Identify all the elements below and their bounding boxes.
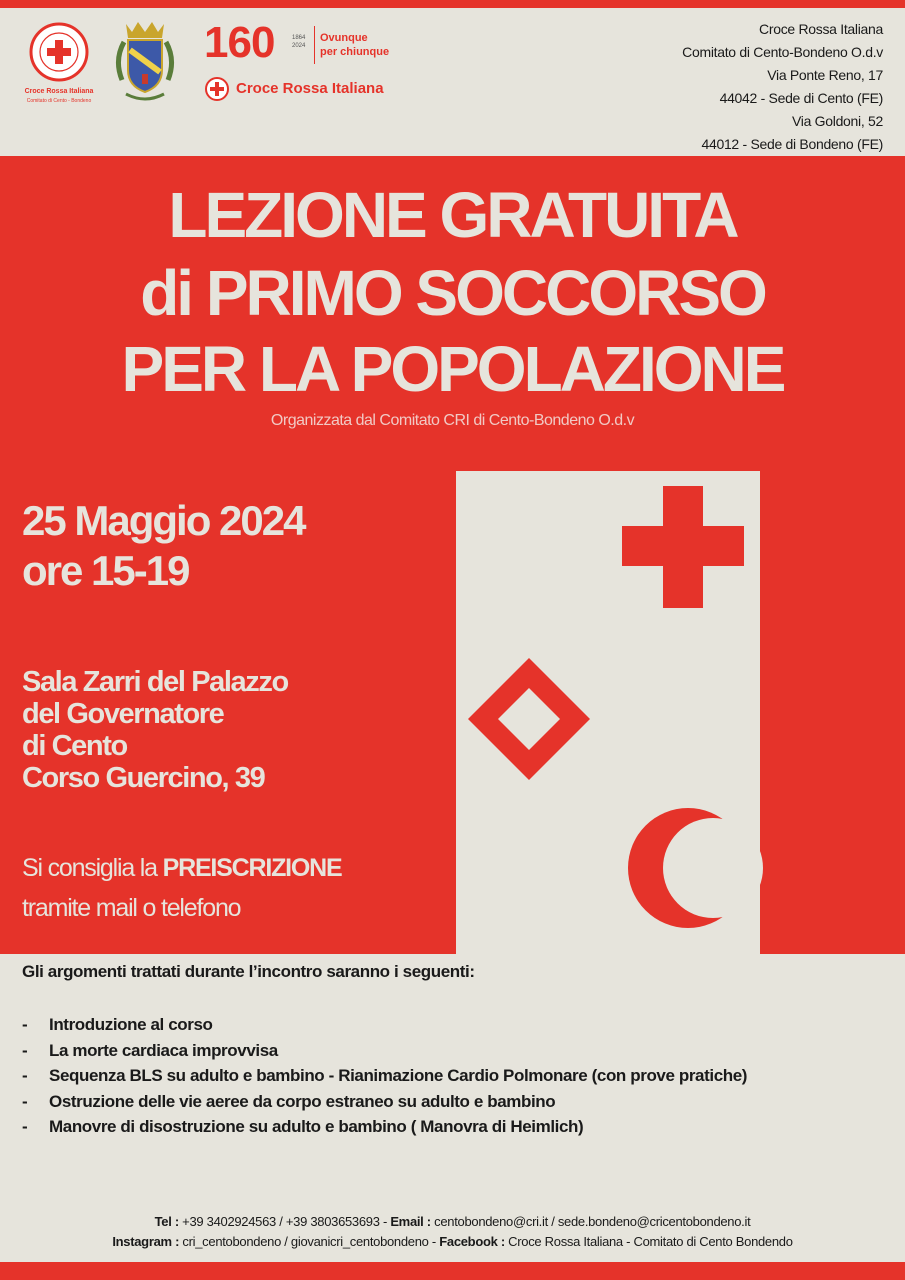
footer-line-social xyxy=(0,1232,905,1252)
anniversary-years: 1864 2024 xyxy=(292,35,306,49)
address-line: 44042 - Sede di Cento (FE) xyxy=(719,90,883,106)
venue-line: Corso Guercino, 39 xyxy=(22,762,265,794)
bottom-red-stripe xyxy=(0,1262,905,1280)
anniversary-tagline-1: Ovunque xyxy=(320,32,368,44)
title-line-3: PER LA POPOLAZIONE xyxy=(121,333,784,405)
red-cross-icon xyxy=(622,486,744,608)
cri-emblem-icon xyxy=(20,20,98,88)
anniversary-divider xyxy=(314,26,315,64)
preregistration-note xyxy=(22,848,341,928)
address-line: Via Ponte Reno, 17 xyxy=(767,67,883,83)
header xyxy=(0,8,905,156)
list-item: - Sequenza BLS su adulto e bambino - Rianimazione Cardio Polmonare (con prove pratiche) xyxy=(22,1066,748,1085)
title-line-2: di PRIMO SOCCORSO xyxy=(140,257,765,329)
event-venue xyxy=(22,666,288,794)
cri-160-anniversary-logo xyxy=(200,18,410,108)
address-line: Comitato di Cento-Bondeno O.d.v xyxy=(682,44,883,60)
event-date xyxy=(22,496,304,596)
instagram-value: cri_centobondeno / giovanicri_centobondeno - xyxy=(179,1234,440,1249)
top-red-stripe xyxy=(0,0,905,8)
preregistration-prefix: Si consiglia la xyxy=(22,854,163,882)
title-line-1: LEZIONE GRATUITA xyxy=(168,179,737,251)
venue-line: Sala Zarri del Palazzo xyxy=(22,666,288,698)
facebook-value: Croce Rossa Italiana - Comitato di Cento Bondendo xyxy=(504,1234,793,1249)
email-label: Email : xyxy=(390,1214,431,1229)
address-line: Via Goldoni, 52 xyxy=(792,113,883,129)
topics-intro: Gli argomenti trattati durante l’incontro saranno i seguenti: xyxy=(22,962,475,981)
list-item: - Introduzione al corso xyxy=(22,1015,213,1034)
date-line: 25 Maggio 2024 xyxy=(22,497,305,544)
email-value: centobondeno@cri.it / sede.bondeno@cricentobondeno.it xyxy=(430,1214,751,1229)
address-block xyxy=(682,18,883,156)
venue-line: di Cento xyxy=(22,730,127,762)
contact-footer xyxy=(0,1212,905,1252)
preregistration-emphasis: PREISCRIZIONE xyxy=(162,854,342,882)
facebook-label: Facebook : xyxy=(439,1234,505,1249)
anniversary-org-name: Croce Rossa Italiana xyxy=(236,80,384,97)
red-crescent-icon xyxy=(628,808,763,928)
anniversary-tagline-2: per chiunque xyxy=(320,46,390,58)
time-line: ore 15-19 xyxy=(22,547,189,594)
address-line: Croce Rossa Italiana xyxy=(759,21,883,37)
instagram-label: Instagram : xyxy=(112,1234,180,1249)
municipal-coat-of-arms xyxy=(112,20,178,106)
red-crystal-icon xyxy=(468,658,590,780)
topic-list xyxy=(22,1012,747,1140)
list-item: - Ostruzione delle vie aeree da corpo estraneo su adulto e bambino xyxy=(22,1091,556,1111)
municipal-coat-of-arms-icon xyxy=(112,20,178,106)
preregistration-line2: tramite mail o telefono xyxy=(22,894,241,922)
venue-line: del Governatore xyxy=(22,698,224,730)
main-red-section xyxy=(0,156,905,954)
anniversary-number: 160 xyxy=(204,18,275,67)
footer-line-phone-email xyxy=(0,1212,905,1232)
tel-value: +39 3402924563 / +39 3803653693 - xyxy=(178,1214,391,1229)
cri-local-logo xyxy=(20,20,98,106)
cri-local-logo-name: Croce Rossa Italiana xyxy=(24,88,94,95)
tel-label: Tel : xyxy=(154,1214,179,1229)
cri-small-emblem-icon xyxy=(204,76,230,102)
organizer-line: Organizzata dal Comitato CRI di Cento-Bondeno O.d.v xyxy=(270,412,635,429)
list-item: - La morte cardiaca improvvisa xyxy=(22,1040,278,1060)
cri-local-logo-subname: Comitato di Cento - Bondeno xyxy=(26,98,92,104)
address-line: 44012 - Sede di Bondeno (FE) xyxy=(701,136,883,152)
list-item: - Manovre di disostruzione su adulto e bambino ( Manovra di Heimlich) xyxy=(22,1117,584,1136)
